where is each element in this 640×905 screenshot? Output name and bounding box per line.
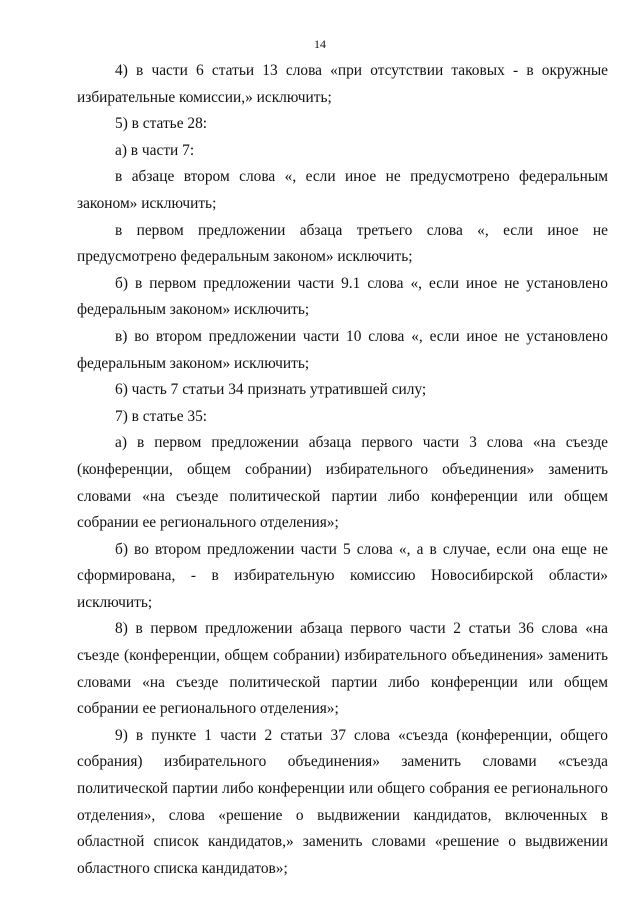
paragraph-abzac-2: в абзаце втором слова «, если иное не предусмотрено федеральным законом» исключить; [77, 168, 608, 212]
paragraph-item-8: 8) в первом предложении абзаца первого части 2 статьи 36 слова «на съезде (конференции, общем собрании) избирательного объединения» заменить словами «на съезде политической партии либо конференции или общем собрании ее регионального отделения»; [77, 620, 608, 718]
paragraph-item-6: 6) часть 7 статьи 34 признать утратившей силу; [115, 381, 427, 399]
paragraph-item-7: 7) в статье 35: [115, 407, 208, 425]
paragraph-item-7a: а) в первом предложении абзаца первого части 3 слова «на съезде (конференции, общем собрании) избирательного объединения» заменить словами «на съезде политической партии либо конференции или общем собрании ее регионального отделения»; [77, 434, 608, 532]
document-body [77, 58, 608, 882]
paragraph-item-9: 9) в пункте 1 части 2 статьи 37 слова «съезда (конференции, общего собрания) избирательного объединения» заменить словами «съезда политической партии либо конференции или общего собрания ее регионального отделения», слова «решение о выдвижении кандидатов, включенных в областной список кандидатов,» заменить словами «решение о выдвижении областного списка кандидатов»; [77, 726, 608, 877]
paragraph-abzac-3: в первом предложении абзаца третьего слова «, если иное не предусмотрено федеральным законом» исключить; [77, 221, 608, 266]
paragraph-item-5b: б) в первом предложении части 9.1 слова «, если иное не установлено федеральным законом» исключить; [77, 274, 608, 319]
paragraph-item-7b: б) во втором предложении части 5 слова «, а в случае, если она еще не сформирована, - в избирательную комиссию Новосибирской области» исключить; [77, 540, 608, 611]
paragraph-item-5: 5) в статье 28: [115, 115, 208, 133]
paragraph-item-4: 4) в части 6 статьи 13 слова «при отсутствии таковых - в окружные избирательные комиссии,» исключить; [77, 62, 608, 106]
paragraph-item-5v: в) во втором предложении части 10 слова «, если иное не установлено федеральным законом» исключить; [77, 327, 608, 372]
page-number: 14 [314, 37, 326, 51]
paragraph-item-5a: а) в части 7: [115, 141, 195, 159]
